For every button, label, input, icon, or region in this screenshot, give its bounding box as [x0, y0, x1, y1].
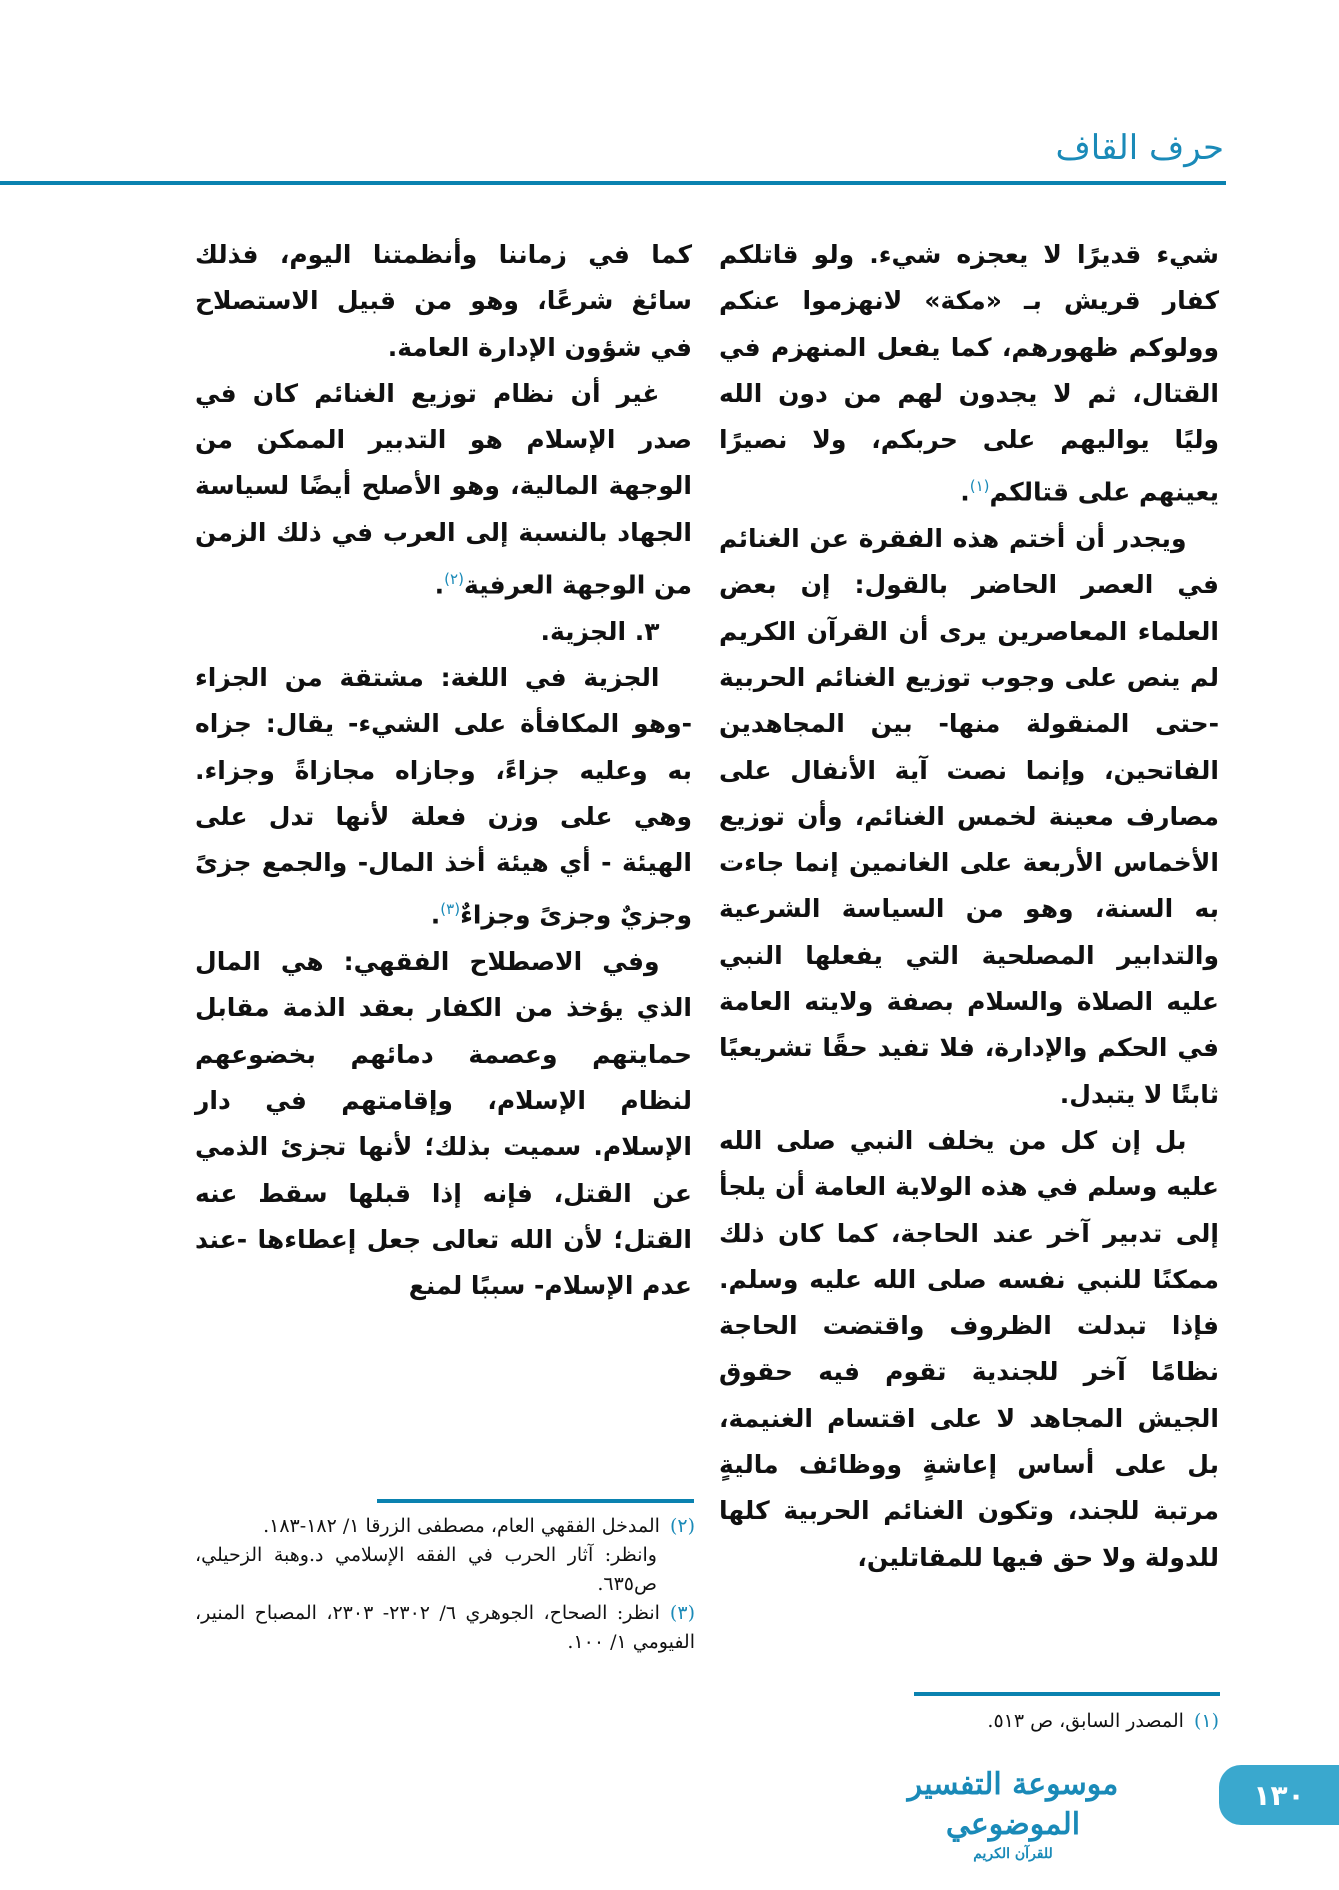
footnote-divider: [377, 1499, 694, 1503]
footnotes-left: [195, 1512, 695, 1657]
paragraph-text: غير أن نظام توزيع الغنائم كان في صدر الإسلام هو التدبير الممكن من الوجهة المالية، وهو الأصلح أيضًا لسياسة الجهاد بالنسبة إلى العرب في ذلك الزمن من الوجهة العرفية: [195, 378, 692, 600]
logo-title: موسوعة التفسير الموضوعي: [907, 1767, 1119, 1842]
footnote-number: (١): [1193, 1710, 1219, 1732]
footnote-number: (٣): [669, 1602, 695, 1624]
paragraph: بل إن كل من يخلف النبي صلى الله عليه وسلم في هذه الولاية العامة أن يلجأ إلى تدبير آخر عند الحاجة، كما كان ذلك ممكنًا للنبي نفسه صلى الله عليه وسلم. فإذا تبدلت الظروف واقتضت الحاجة نظامًا آخر للجندية تقوم فيه حقوق الجيش المجاهد لا على اقتسام الغنيمة، بل على أساس إعاشةٍ ووظائف ماليةٍ مرتبة للجند، وتكون الغنائم الحربية كلها للدولة ولا حق فيها للمقاتلين،: [719, 1125, 1219, 1572]
footnote-text: المصدر السابق، ص ٥١٣.: [987, 1710, 1184, 1732]
footnote: [195, 1599, 695, 1657]
footnote-text: انظر: الصحاح، الجوهري ٦/ ٢٣٠٢- ٢٣٠٣، المصباح المنير، الفيومي ١/ ١٠٠.: [195, 1602, 695, 1653]
footnote-text-extra: وانظر: آثار الحرب في الفقه الإسلامي د.وهبة الزحيلي، ص٦٣٥.: [195, 1544, 657, 1595]
right-column: [719, 232, 1219, 1581]
encyclopedia-logo: [888, 1765, 1138, 1862]
footnote: [719, 1707, 1219, 1736]
footnote-ref[interactable]: (٣): [440, 900, 461, 919]
footnote-number: (٢): [669, 1515, 695, 1537]
footnote-ref[interactable]: (٢): [444, 570, 464, 589]
footnote-divider: [914, 1692, 1220, 1696]
paragraph: [195, 655, 692, 939]
chapter-title: حرف القاف: [1055, 128, 1224, 168]
paragraph-end: .: [960, 477, 970, 507]
page-number: ١٣٠: [1253, 1778, 1305, 1812]
paragraph-end: .: [434, 570, 445, 600]
footnotes-right: [719, 1707, 1219, 1736]
footnote: [195, 1512, 695, 1599]
paragraph: [719, 232, 1219, 516]
logo-subtitle: للقرآن الكريم: [973, 1846, 1053, 1862]
paragraph: كما في زماننا وأنظمتنا اليوم، فذلك سائغ شرعًا، وهو من قبيل الاستصلاح في شؤون الإدارة العامة.: [195, 240, 692, 362]
section-heading: ٣. الجزية.: [540, 616, 660, 646]
paragraph: [195, 371, 692, 609]
paragraph-end: .: [430, 900, 441, 930]
paragraph: ويجدر أن أختم هذه الفقرة عن الغنائم في العصر الحاضر بالقول: إن بعض العلماء المعاصرين يرى أن القرآن الكريم لم ينص على وجوب توزيع الغنائم الحربية -حتى المنقولة منها- بين المجاهدين الفاتحين، وإنما نصت آية الأنفال على مصارف معينة لخمس الغنائم، وأن توزيع الأخماس الأربعة على الغانمين إنما جاءت به السنة، وهو من السياسة الشرعية والتدابير المصلحية التي يفعلها النبي عليه الصلاة والسلام بصفة ولايته العامة في الحكم والإدارة، فلا تفيد حقًا تشريعيًا ثابتًا لا يتبدل.: [719, 524, 1219, 1109]
footnote-text: المدخل الفقهي العام، مصطفى الزرقا ١/ ١٨٢-١٨٣.: [263, 1515, 660, 1537]
paragraph-text: شيء قديرًا لا يعجزه شيء. ولو قاتلكم كفار قريش بـ «مكة» لانهزموا عنكم وولوكم ظهورهم، كما يفعل المنهزم في القتال، ثم لا يجدون لهم من دون الله وليًا يواليهم على حربكم، ولا نصيرًا يعينهم على قتالكم: [719, 240, 1219, 507]
footnote-ref[interactable]: (١): [969, 477, 990, 496]
left-column: [195, 232, 692, 1309]
paragraph-text: الجزية في اللغة: مشتقة من الجزاء -وهو المكافأة على الشيء- يقال: جزاه به وعليه جزاءً، وجازاه مجازاةً وجزاء. وهي على وزن فعلة لأنها تدل على الهيئة - أي هيئة أخذ المال- والجمع جزىً وجزيٌ وجزىً وجزاءٌ: [195, 663, 692, 930]
header-divider: [0, 181, 1226, 185]
page-number-tab: [1219, 1765, 1339, 1825]
paragraph: وفي الاصطلاح الفقهي: هي المال الذي يؤخذ من الكفار بعقد الذمة مقابل حمايتهم وعصمة دمائهم بخضوعهم لنظام الإسلام، وإقامتهم في دار الإسلام. سميت بذلك؛ لأنها تجزئ الذمي عن القتل، فإنه إذا قبلها سقط عنه القتل؛ لأن الله تعالى جعل إعطاءها -عند عدم الإسلام- سببًا لمنع: [195, 947, 692, 1301]
